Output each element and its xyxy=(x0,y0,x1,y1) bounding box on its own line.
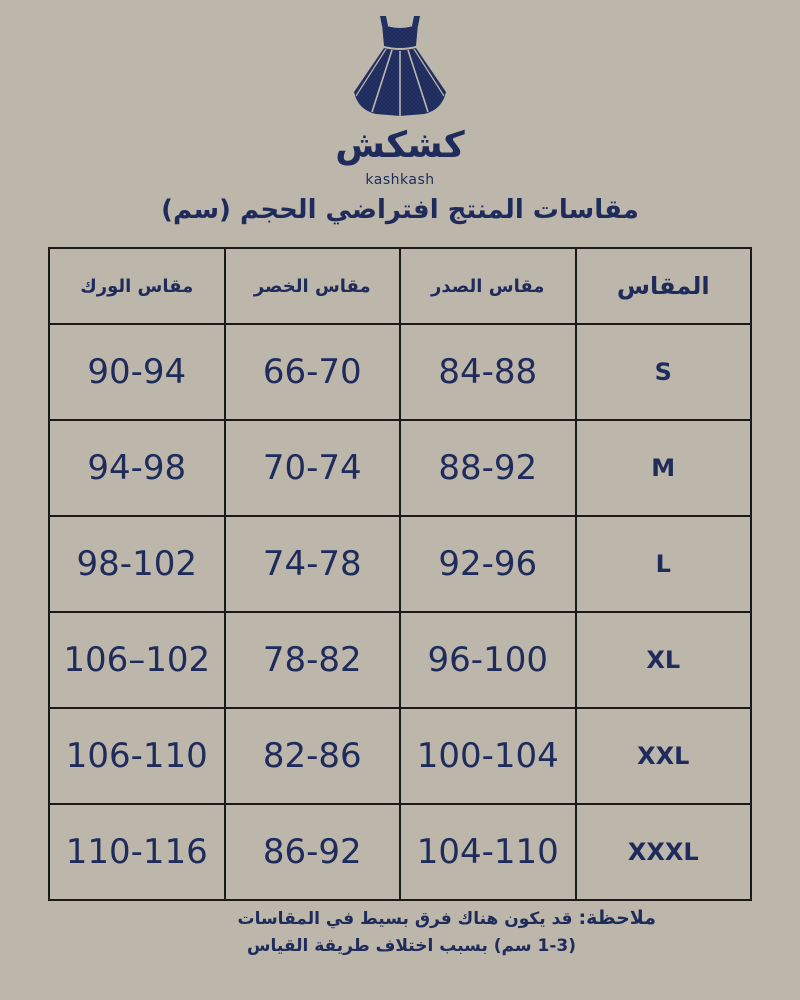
size-cell: S xyxy=(576,324,752,420)
hip-cell: 106-110 xyxy=(49,708,225,804)
table-row xyxy=(49,612,751,708)
bust-cell: 84-88 xyxy=(400,324,576,420)
header-waist: مقاس الخصر xyxy=(225,248,401,324)
waist-cell: 70-74 xyxy=(225,420,401,516)
waist-cell: 66-70 xyxy=(225,324,401,420)
size-chart-table xyxy=(48,247,752,901)
bust-cell: 88-92 xyxy=(400,420,576,516)
bust-cell: 96-100 xyxy=(400,612,576,708)
brand-name-english: kashkash xyxy=(365,172,435,188)
header-bust: مقاس الصدر xyxy=(400,248,576,324)
hip-cell: 94-98 xyxy=(49,420,225,516)
size-cell: M xyxy=(576,420,752,516)
table-row xyxy=(49,804,751,900)
hip-cell: 102–106 xyxy=(49,612,225,708)
waist-cell: 82-86 xyxy=(225,708,401,804)
hip-cell: 90-94 xyxy=(49,324,225,420)
brand-name-arabic: كشكش xyxy=(335,125,465,166)
header-size: المقاس xyxy=(576,248,752,324)
size-cell: XL xyxy=(576,612,752,708)
bust-cell: 100-104 xyxy=(400,708,576,804)
header-hip: مقاس الورك xyxy=(49,248,225,324)
page-title: مقاسات المنتج افتراضي الحجم (سم) xyxy=(161,195,639,225)
size-cell: XXXL xyxy=(576,804,752,900)
hip-cell: 110-116 xyxy=(49,804,225,900)
table-header-row xyxy=(49,248,751,324)
note-label: ملاحظة: xyxy=(578,907,656,929)
waist-cell: 74-78 xyxy=(225,516,401,612)
waist-cell: 78-82 xyxy=(225,612,401,708)
table-row xyxy=(49,516,751,612)
hip-cell: 98-102 xyxy=(49,516,225,612)
bust-cell: 104-110 xyxy=(400,804,576,900)
measurement-note xyxy=(238,905,657,960)
dress-icon xyxy=(350,14,450,122)
waist-cell: 86-92 xyxy=(225,804,401,900)
table-row xyxy=(49,420,751,516)
bust-cell: 92-96 xyxy=(400,516,576,612)
note-line-2: (1-3 سم) بسبب اختلاف طريقة القياس xyxy=(247,936,576,956)
note-line-1: قد يكون هناك فرق بسيط في المقاسات xyxy=(237,909,573,929)
table-row xyxy=(49,708,751,804)
size-cell: L xyxy=(576,516,752,612)
size-cell: XXL xyxy=(576,708,752,804)
table-row xyxy=(49,324,751,420)
